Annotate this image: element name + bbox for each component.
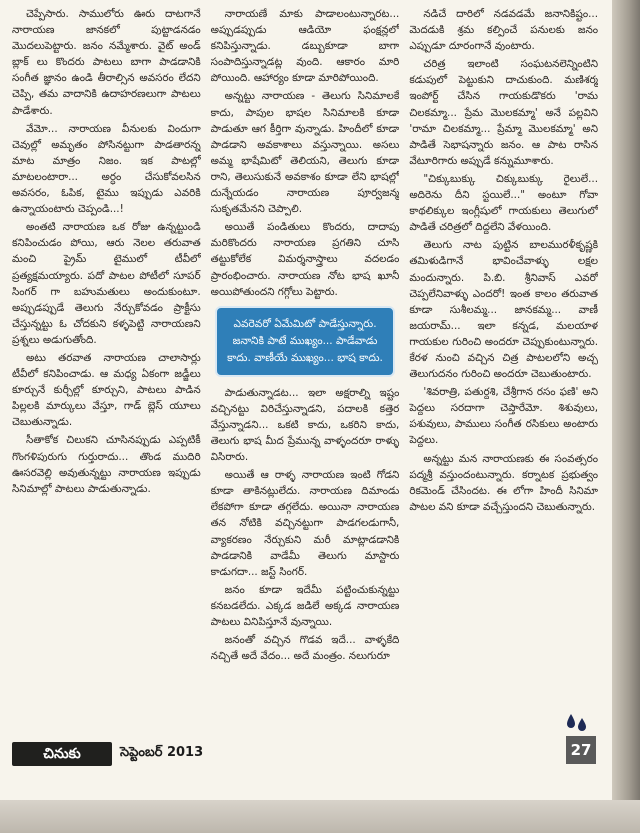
page-edge: [612, 0, 640, 833]
page-footer: [12, 742, 598, 768]
paragraph: చెప్పేసారు. సాములోరు ఊరు దాటగానే నారాయణ జానకలో పుట్టాడనడం మొదలుపెట్టారు. జనం నమ్మేశారు. వైట్ అండ్ బ్లాక్ లు కొందరు పాటలు బాగా పాడడానికి సంగీత జ్ఞానం ఉండి తీరాల్సిన అవసరం లేదని చెప్పి, తమ వాదానికి ఉదాహరణలుగా పాటలు పాడేశారు.: [12, 8, 201, 117]
paragraph: జనం కూడా ఇదేమీ పట్టించుకున్నట్టు కనబడలేదు. ఎక్కడ జడిలే అక్కడ నారాయణ పాటలు వినిపిస్తూనే వున్నాయి.: [210, 583, 400, 628]
paragraph: అన్నట్టు మన నారాయణకు ఈ సంవత్సరం పద్మశ్రీ వస్తుందంటున్నారు. కర్నాటక ప్రభుత్వం రికమెండ్ చేసిందట. ఈ లోగా హిందీ సినిమా పాటల వని కూడా వచ్చేస్తుందని చెబుతున్నారు.: [409, 452, 599, 513]
column-1: [12, 6, 201, 731]
paragraph: సీతాకోక చిలుకని చూసినప్పుడు ఎప్పటికీ గొంగళిపురుగు గుర్తురాదు... తొండ ముదిరి ఊసరవెల్లి అవుతున్నట్టు నారాయణ ఇప్పుడు సినిమాల్లో పాటలు పాడుతున్నాడు.: [12, 434, 201, 495]
paragraph: పాడుతున్నాడట... ఇలా అక్షరాల్ని ఇష్టం వచ్చినట్టు విరిచేస్తున్నాడని, పదాలకి కత్తెర వేస్తున్నాడని... ఒకటి కాదు, ఒకరిని కాదు, తెలుగు భాష మీద ప్రేమున్న వాళ్ళందరూ రాళ్ళు విసిరారు.: [210, 386, 400, 464]
paragraph: తెలుగు నాట పుట్టిన బాలమురళీకృష్ణకి తమిళుడిగానే భావించేవాళ్ళు లక్షల మందున్నారు. పి.బి. శ్రీనివాస్ ఎవరో చెప్పలేనివాళ్ళు ఎందరో! ఇంత కాలం తరువాత కూడా సుశీలమ్మ... జానకమ్మ... వాణీ జయరామ్... ఇలా కన్నడ, మలయాళ గాయకుల గురించి అందరూ చెప్పుకుంటున్నారు. కేరళ నుంచి వచ్చిన చిత్ర పాటలలోని అచ్చ తెలుగుదనం గురించి అందరూ చెబుతుంటారు.: [409, 239, 599, 381]
article-body: [12, 6, 598, 731]
issue-date: సెప్టెంబర్ 2013: [120, 745, 204, 760]
raindrop-icon: [564, 712, 590, 732]
column-3: [409, 6, 598, 731]
paragraph: అంతటి నారాయణ ఒక రోజు ఉన్నట్టుండి కనిపించుడం పోయి, ఆరు నెలల తరువాత మంచి ప్రైమ్ టైములో టీవీలో ప్రత్యక్షమయ్యారు. పదో పాటల పోటీలో సూపర్ సింగర్ గా బహుమతులు అందుకుంటూ. అప్పుడప్పుడే తెలుగు నేర్చుకోవడం ప్రాక్టీసు చేస్తున్నట్టు ఓ చోదకుని కళ్ళపెట్టి నారాయణని ప్రశ్నలు అడుగుతోంది.: [12, 221, 201, 346]
pull-quote-box: ఎవరెవరో ఏమేమిటో పాడేస్తున్నారు. జనానికి పాటే ముఖ్యం... పాడేవాడు కాదు. వాణీయే ముఖ్యం... భాష కాదు.: [215, 306, 396, 377]
paragraph: జనంతో వచ్చిన గొడవ ఇదే... వాళ్ళకేది నచ్చితే అదే వేదం... అదే మంత్రం. నలుగురూ: [210, 634, 400, 663]
paragraph: అయితే ఆ రాళ్ళ నారాయణ ఇంటి గోడని కూడా తాకినట్లులేదు. నారాయణ దిమాండు లేకపోగా కూడా తగ్గలేదు. అయినా నారాయణ తన నోటికి వచ్చినట్టుగా పాడగలడుగానీ, వ్యాకరణం నేర్చుకుని మరీ మాట్లాడడానికి పాడడానికి వాడేమీ తెలుగు మాస్టారు కాడుగదా... జస్ట్ సింగర్.: [210, 469, 400, 578]
paragraph: 'శివరాత్రి, పతుర్దశి, చేశ్రీగాన రసం ఫణి' అని పెద్దలు సరదాగా చెప్తారేమో. శిశువులు, పశువులు, పాములు సంగీత రసికులు అంటారు పెద్దలు.: [409, 386, 599, 447]
paragraph: అయితే పండితులు కొందరు, దాదాపు మరికొందరు నారాయణ ప్రగతిని చూసి తట్టుకోలేక విమర్శనాస్త్రాలు వదలడం ప్రారంభించారు. నారాయణ నోట భాష ఖూనీ అయిపోతుందని గగ్గోలు పెట్టారు.: [210, 221, 400, 298]
paragraph: అన్నట్టు నారాయణ - తెలుగు సినిమాలకే కాదు, పాపుల భాషల సినిమాలకి కూడా పాడుతూ ఆగ కీర్తిగా వున్నాడు. హిందీలో కూడా పాడడాని అవకాశాలు వస్తున్నాయి. అసలు అమ్మ భాషేమిటో తెలియని, తెలుగు కూడా రాని, తెలుసుకునే అవకాశం కూడా లేని భాషల్లో దున్నేయడం నారాయణ పూర్వజన్మ సుకృతమేనని చెప్పాలి.: [210, 90, 400, 216]
paragraph: చరిత్ర ఇలాంటి సంఘటనలెన్నింటిని కడుపులో పెట్టుకుని దాచుకుంది. మణిశర్మ ఇంపోర్ట్ చేసిన గాయకుడొకరు 'రామ చిలకమ్మా... ప్రేమ మొలకమ్మా' అనే పల్లవిని 'రామా చిలకమ్మా... ప్రేమ్మా మొలకమ్మా' అని పాడితే సెభాషన్నారు జనం. ఆ పాట రాసిన వేటూరిగారు అప్పుడే కన్నుమూశారు.: [409, 58, 599, 167]
paragraph: నారాయణే మాకు పాడాలంటున్నారట... అప్పుడప్పుడు ఆడియో ఫంక్షన్లలో కనిపిస్తున్నాడు. డబ్బుకూడా బాగా సంపాదిస్తున్నాడట్ల వుంది. ఆకారం మారి పోయింది. ఆహార్యం కూడా మారిపోయింది.: [210, 8, 400, 85]
page-bottom-edge: [0, 800, 640, 833]
paragraph: అటు తరవాత నారాయణ చాలాసార్లు టీవీలో కనిపించాడు. ఆ మధ్య ఏకంగా జడ్జీలు కూర్చునే కుర్చీల్లో కూర్చుని, పాటలు పాడిన పిల్లలకి మార్కులు వేస్తూ, గాడ్ బ్లెస్ యూలు చెబుతున్నాడు.: [12, 351, 201, 429]
paragraph: నడిచే దారిలో నడవడమే జనానికిష్టం... మెదడుకి శ్రమ కల్పించే పనులకు జనం ఎప్పుడూ దూరంగానే వుంటారు.: [409, 8, 599, 53]
paragraph: వేమో... నారాయణ వీనులకు విందుగా చెవుల్లో అమృతం పోసినట్టుగా పాడతారన్న మాట మాత్రం నిజం. ఇక పాటల్లో మాటలంటారా... అర్ధం చేసుకోవలసిన అవసరం, ఓపిక, టైము ఇప్పుడు ఎవరికి ఉన్నాయంటారు చెప్పండి...!: [12, 122, 201, 216]
column-2: [211, 6, 400, 731]
magazine-logo: చినుకు: [12, 742, 112, 766]
paragraph: "చిక్కుబుక్కు చిక్కుబుక్కు రైలులే... అదిరెను దీని స్టయిలే..." అంటూ గోవా కాథలిక్కుల ఇంగ్లీషులో గాయకులు తెలుగులో పాడితే చరిత్రలో దిద్దలేని వేళయింది.: [409, 172, 599, 234]
page-number: 27: [566, 736, 596, 764]
